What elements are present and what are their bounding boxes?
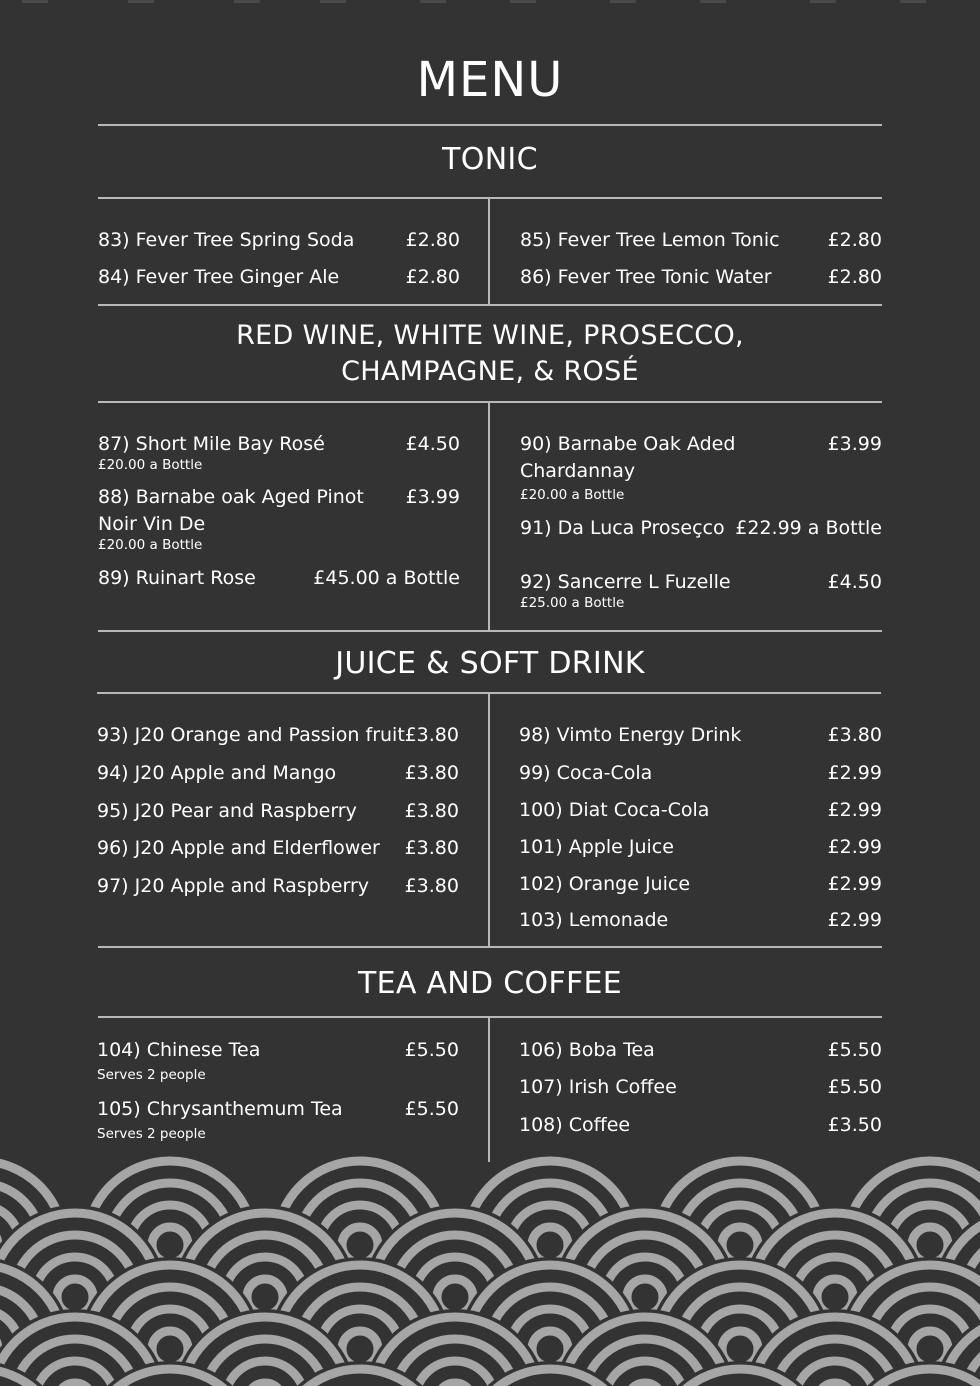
item-name: 88) Barnabe oak Aged Pinot — [98, 486, 364, 508]
wave-pattern-decoration — [0, 1150, 980, 1386]
item-price: £2.80 — [827, 229, 882, 251]
item-price: £3.99 — [405, 486, 460, 508]
top-decor-dash — [810, 0, 836, 3]
top-decor-dash — [700, 0, 726, 3]
section-title-tonic: TONIC — [442, 142, 538, 177]
item-name: Noir Vin De — [98, 513, 206, 535]
item-name: 90) Barnabe Oak Aded — [520, 433, 736, 455]
divider — [98, 1016, 882, 1018]
item-name: 98) Vimto Energy Drink — [519, 724, 742, 746]
item-name: 83) Fever Tree Spring Soda — [98, 229, 355, 251]
divider — [98, 124, 882, 126]
item-name: 94) J20 Apple and Mango — [97, 762, 337, 784]
column-divider — [488, 694, 490, 946]
item-note: Serves 2 people — [97, 1067, 206, 1083]
item-price: £3.99 — [827, 433, 882, 455]
item-price: £3.80 — [404, 837, 459, 859]
item-price: £45.00 a Bottle — [313, 567, 460, 589]
column-divider — [488, 1018, 490, 1162]
item-price: £2.99 — [827, 836, 882, 858]
top-decor-dash — [22, 0, 48, 3]
item-price: £22.99 a Bottle — [735, 517, 882, 539]
item-name: 86) Fever Tree Tonic Water — [520, 266, 772, 288]
item-price: £3.80 — [827, 724, 882, 746]
item-name: 104) Chinese Tea — [97, 1039, 261, 1061]
item-price: £5.50 — [404, 1039, 459, 1061]
item-price: £3.50 — [827, 1114, 882, 1136]
top-decor-dash — [610, 0, 636, 3]
top-decor-dash — [900, 0, 926, 3]
top-decor-dash — [510, 0, 536, 3]
column-divider — [488, 403, 490, 630]
item-note: £20.00 a Bottle — [98, 537, 203, 553]
item-price: £3.80 — [404, 724, 459, 746]
divider — [98, 630, 882, 632]
item-name: 108) Coffee — [519, 1114, 631, 1136]
item-name: 91) Da Luca Proseçco — [520, 517, 725, 539]
item-price: £5.50 — [404, 1098, 459, 1120]
top-decor-dash — [320, 0, 346, 3]
item-note: £25.00 a Bottle — [520, 595, 625, 611]
column-divider — [488, 199, 490, 304]
item-name: Chardannay — [520, 460, 636, 482]
item-price: £2.80 — [827, 266, 882, 288]
item-name: 87) Short Mile Bay Rosé — [98, 433, 325, 455]
item-note: Serves 2 people — [97, 1126, 206, 1142]
item-price: £4.50 — [405, 433, 460, 455]
item-name: 103) Lemonade — [519, 909, 669, 931]
item-price: £5.50 — [827, 1076, 882, 1098]
item-price: £2.99 — [827, 762, 882, 784]
divider — [98, 401, 882, 403]
section-title-wine-line1: RED WINE, WHITE WINE, PROSECCO, — [236, 320, 744, 351]
item-name: 107) Irish Coffee — [519, 1076, 677, 1098]
item-name: 97) J20 Apple and Raspberry — [97, 875, 370, 897]
item-price: £2.99 — [827, 873, 882, 895]
divider — [98, 946, 882, 948]
item-name: 93) J20 Orange and Passion fruit — [97, 724, 405, 746]
item-name: 89) Ruinart Rose — [98, 567, 256, 589]
top-decor-dash — [234, 0, 260, 3]
item-name: 100) Diat Coca-Cola — [519, 799, 710, 821]
section-title-tea: TEA AND COFFEE — [357, 966, 623, 1001]
item-note: £20.00 a Bottle — [520, 487, 625, 503]
top-decor-dash — [420, 0, 446, 3]
item-price: £4.50 — [827, 571, 882, 593]
top-decor-dash — [128, 0, 154, 3]
item-price: £2.80 — [405, 266, 460, 288]
item-name: 106) Boba Tea — [519, 1039, 655, 1061]
item-name: 101) Apple Juice — [519, 836, 674, 858]
item-name: 84) Fever Tree Ginger Ale — [98, 266, 340, 288]
item-price: £2.99 — [827, 799, 882, 821]
item-name: 96) J20 Apple and Elderflower — [97, 837, 380, 859]
item-name: 95) J20 Pear and Raspberry — [97, 800, 357, 822]
item-name: 102) Orange Juice — [519, 873, 691, 895]
item-price: £2.80 — [405, 229, 460, 251]
divider — [98, 304, 882, 306]
divider — [98, 197, 882, 199]
item-price: £2.99 — [827, 909, 882, 931]
item-note: £20.00 a Bottle — [98, 457, 203, 473]
section-title-juice: JUICE & SOFT DRINK — [335, 646, 645, 681]
item-name: 92) Sancerre L Fuzelle — [520, 571, 731, 593]
item-price: £5.50 — [827, 1039, 882, 1061]
item-price: £3.80 — [404, 800, 459, 822]
item-price: £3.80 — [404, 762, 459, 784]
item-name: 105) Chrysanthemum Tea — [97, 1098, 343, 1120]
menu-title: MENU — [416, 52, 564, 108]
item-name: 85) Fever Tree Lemon Tonic — [520, 229, 780, 251]
item-price: £3.80 — [404, 875, 459, 897]
item-name: 99) Coca-Cola — [519, 762, 653, 784]
section-title-wine-line2: CHAMPAGNE, & ROSÉ — [341, 356, 639, 387]
